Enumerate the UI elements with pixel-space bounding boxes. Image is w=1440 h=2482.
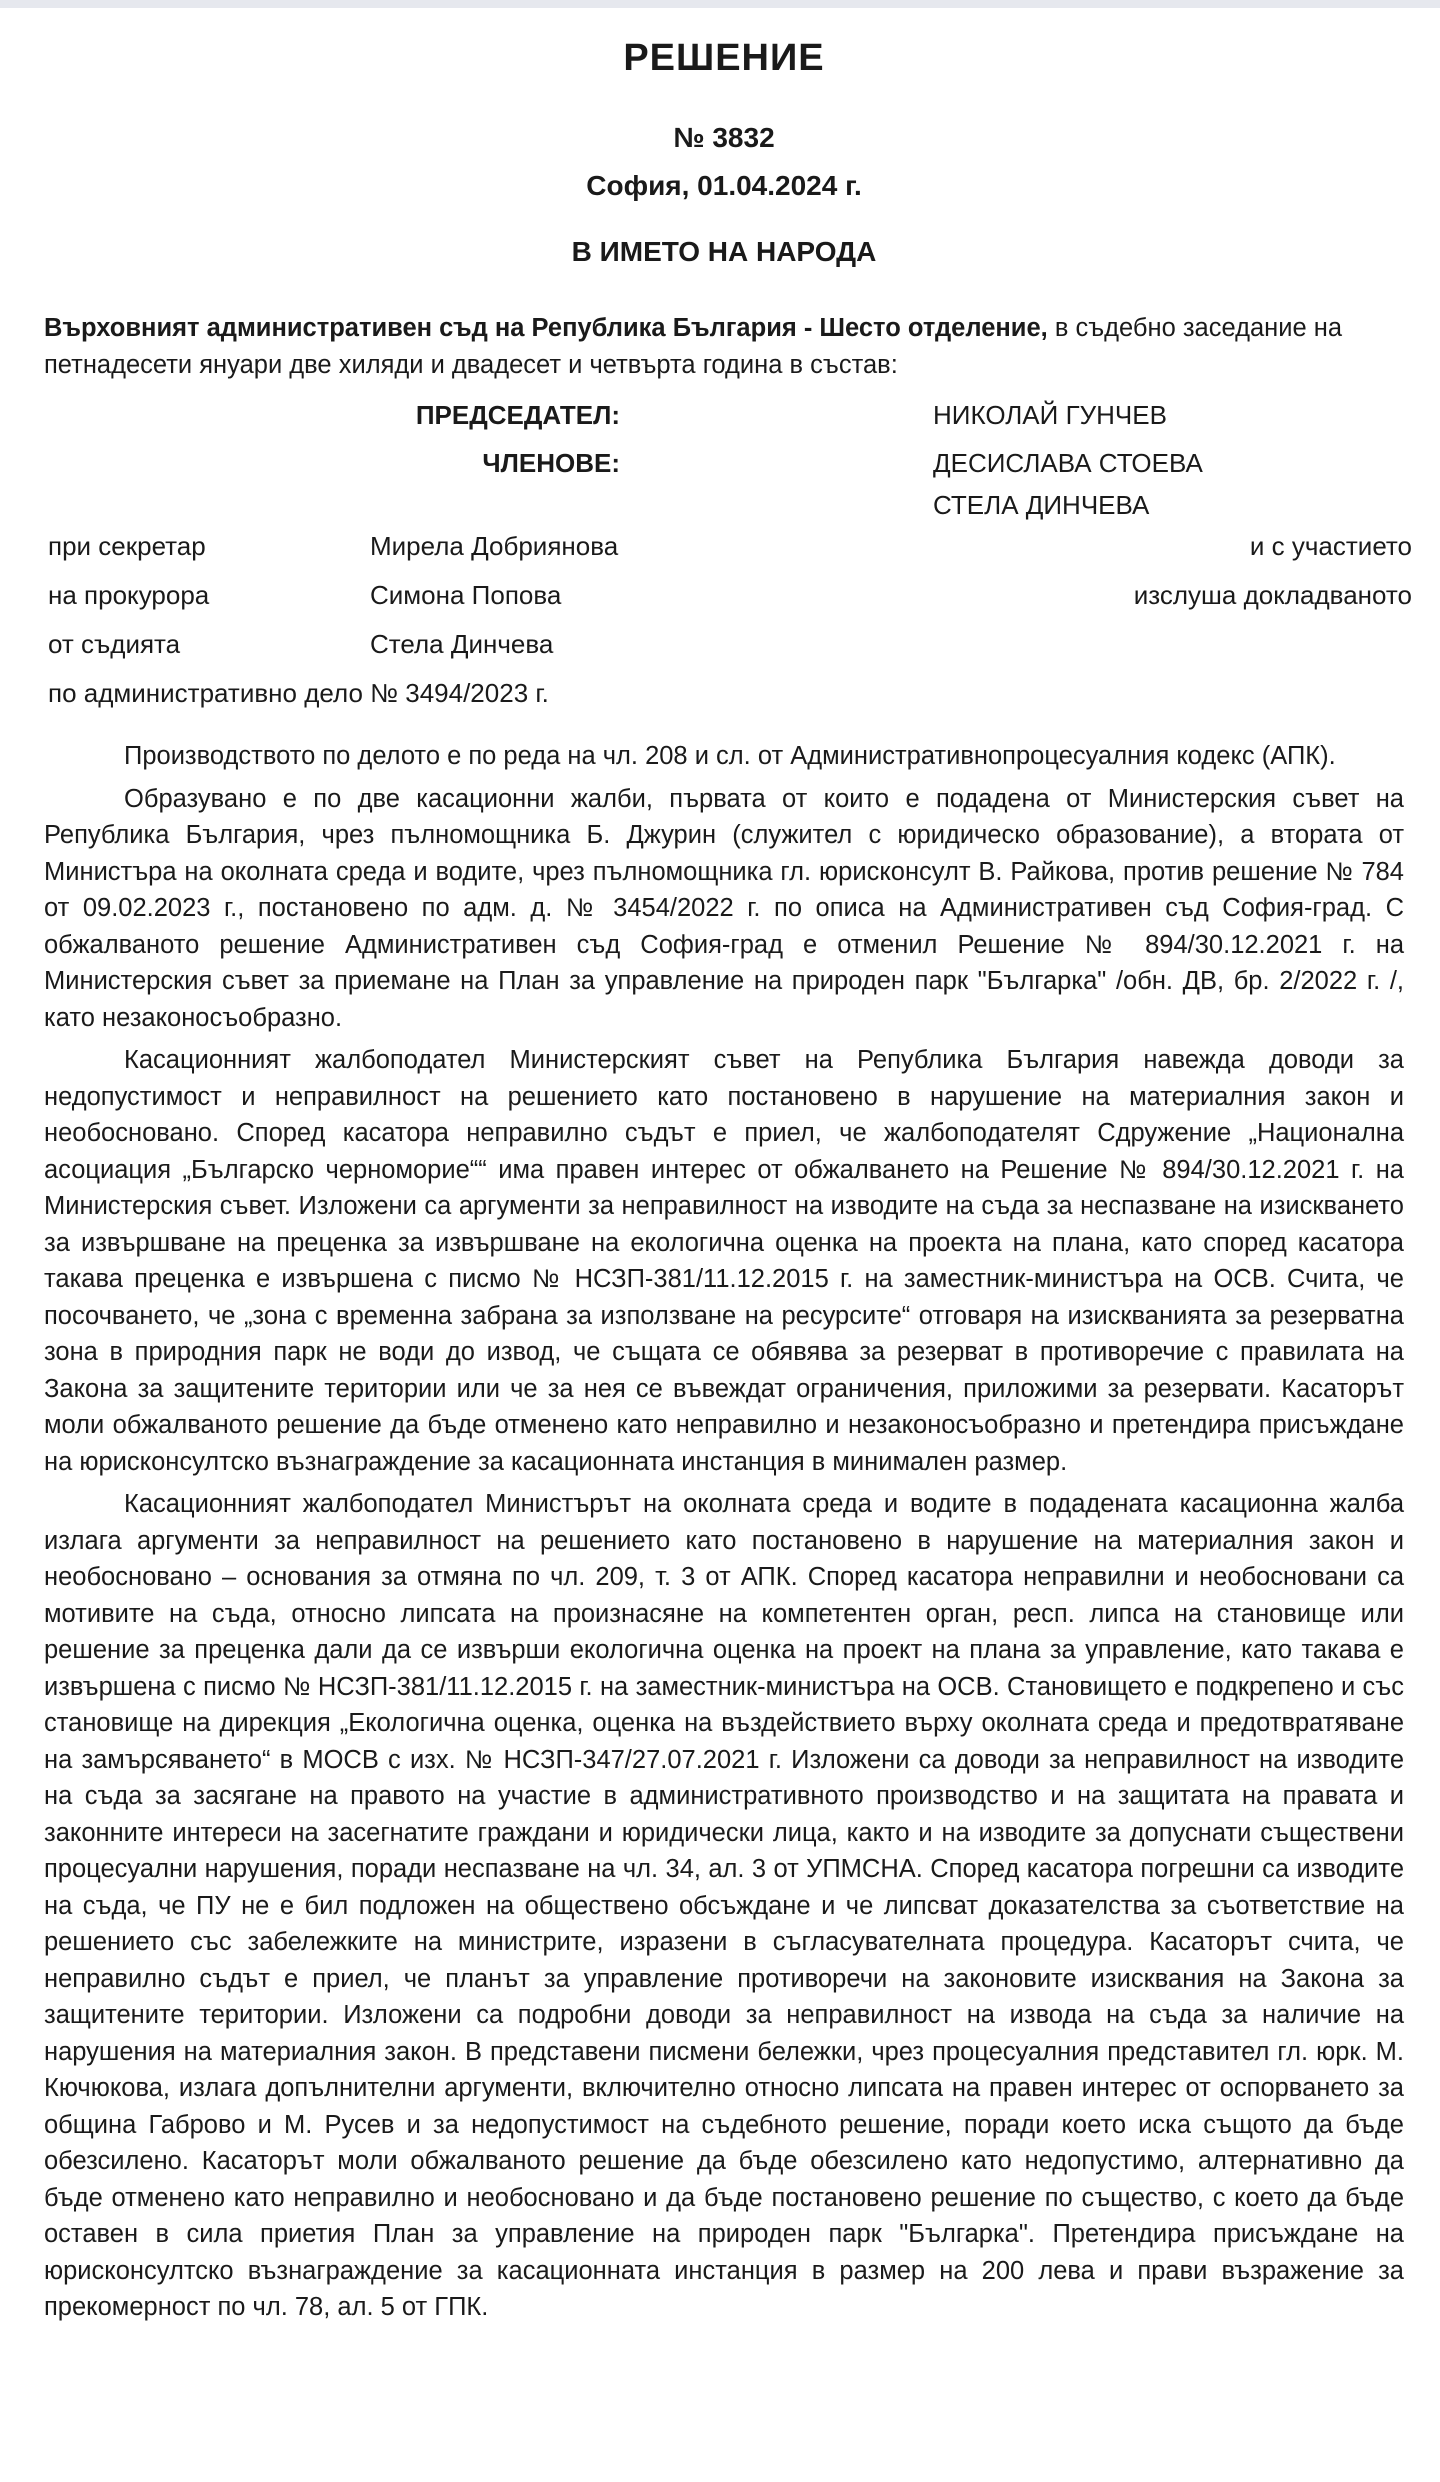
judge-label: от съдията [48, 629, 181, 659]
decision-number: № 3832 [673, 122, 775, 153]
chair-label: ПРЕДСЕДАТЕЛ: [415, 400, 620, 430]
participation-text: и с участието [1249, 531, 1412, 561]
meta-row [48, 669, 1412, 718]
in-name-of-people: В ИМЕТО НА НАРОДА [571, 236, 877, 267]
secretary-name: Мирела Добриянова [370, 531, 619, 561]
body-paragraph: Касационният жалбоподател Министерският съвет на Република България навежда доводи за недопустимост и неправилност на решението като постановено в нарушение на материалния закон и необосновано. Според касатора неправилно съдът е приел, че жалбоподателят Сдружение „Национална асоциация „Българско черноморие““ има правен интерес от обжалването на Решение № 894/30.12.2021 г. на Министерския съвет. Изложени са аргументи за неправилност на изводите на съда за неспазване на изискването за извършване на преценка за извършване на екологична оценка на проекта на плана, като според касатора такава преценка е извършена с писмо № НСЗП-381/11.12.2015 г. на заместник-министъра на ОСВ. Счита, че посочването, че „зона с временна забрана за използване на ресурсите“ отговаря на изискванията за резерватна зона в природния парк не води до извод, че същата се обявява за резерват в противоречие с правилата на Закона за защитените територии или че за нея се въвеждат ограничения, приложими за резервати. Касаторът моли обжалваното решение да бъде отменено като неправилно и незаконосъобразно и претендира присъждане на юрисконсултско възнаграждение за касационната инстанция в минимален размер. [44, 1046, 1404, 1476]
place-date: София, 01.04.2024 г. [586, 170, 862, 201]
heard-text: изслуша докладваното [1133, 580, 1412, 610]
top-bar [0, 0, 1440, 8]
meta-row [48, 620, 1412, 669]
meta-row [48, 571, 1412, 620]
intro-text: в съдебно заседание на петнадесети януари две хиляди и двадесет и четвърта година в състав: [44, 314, 1343, 379]
case-number: по административно дело № 3494/2023 г. [48, 678, 549, 708]
prosecutor-name: Симона Попова [370, 580, 562, 610]
case-meta [48, 522, 1412, 718]
member-name: ДЕСИСЛАВА СТОЕВА [933, 448, 1203, 478]
document [44, 24, 1412, 2326]
body-paragraph: Образувано е по две касационни жалби, първата от които е подадена от Министерския съвет на Република България, чрез пълномощника Б. Джурин (служител с юридическо образование), а втората от Министъра на околната среда и водите, чрез пълномощника гл. юрисконсулт В. Райкова, против решение № 784 от 09.02.2023 г., постановено по адм. д. № 3454/2022 г. по описа на Административен съд София-град. С обжалваното решение Административен съд София-град е отменил Решение № 894/30.12.2021 г. на Министерския съвет за приемане на План за управление на природен парк "Българка" /обн. ДВ, бр. 2/2022 г. /, като незаконосъобразно. [44, 784, 1404, 1032]
judge-name: Стела Динчева [370, 629, 554, 659]
prosecutor-label: на прокурора [48, 580, 210, 610]
members-label: ЧЛЕНОВЕ: [482, 448, 620, 478]
intro-paragraph [44, 310, 1404, 384]
member-name: СТЕЛА ДИНЧЕВА [933, 490, 1150, 520]
secretary-label: при секретар [48, 531, 206, 561]
body-paragraph: Касационният жалбоподател Министърът на околната среда и водите в подадената касационна жалба излага аргументи за неправилност на решението като постановено в нарушение на материалния закон и необосновано – основания за отмяна по чл. 209, т. 3 от АПК. Според касатора неправилни и необосновани са мотивите на съда, относно липсата на произнасяне на компетентен орган, респ. липса на становище или решение за преценка дали да се извърши екологична оценка на проект на плана за управление, като такава е извършена с писмо № НСЗП-381/11.12.2015 г. на заместник-министъра на ОСВ. Становището е подкрепено и със становище на дирекция „Екологична оценка, оценка на въздействието върху околната среда и предотвратяване на замърсяването“ в МОСВ с изх. № НСЗП-347/27.07.2021 г. Изложени са доводи за неправилност на изводите на съда за засягане на правото на участие в административното производство и на защитата на правата и законните интереси на засегнатите граждани и юридически лица, както и на изводите за допуснати съществени процесуални нарушения, поради неспазване на чл. 34, ал. 3 от УПМСНА. Според касатора погрешни са изводите на съда, че ПУ не е бил подложен на обществено обсъждане и че липсват доказателства за съответствие на решението със забележките на министрите, изразени в съгласувателната процедура. Касаторът счита, че неправилно съдът е приел, че планът за управление противоречи на законовите изисквания на Закона за защитените територии. Изложени са подробни доводи за неправилност на извода на съда за наличие на нарушения на материалния закон. В представени писмени бележки, чрез процесуалния представител гл. юрк. М. Кючюкова, излага допълнителни аргументи, включително относно липсата на правен интерес от оспорването за община Габрово и М. Русев и за недопустимост на съдебното решение, поради което иска същото да бъде обезсилено. Касаторът моли обжалваното решение да бъде обезсилено като недопустимо, алтернативно да бъде отменено като неправилно и необосновано и да бъде постановено решение по същество, с което да бъде оставен в сила приетия План за управление на природен парк "Българка". Претендира присъждане на юрисконсултско възнаграждение за касационната инстанция в размер на 200 лева и прави възражение за прекомерност по чл. 78, ал. 5 от ГПК. [44, 1490, 1404, 2321]
chair-name: НИКОЛАЙ ГУНЧЕВ [933, 400, 1167, 430]
court-panel [44, 384, 1404, 520]
document-title: РЕШЕНИЕ [623, 37, 825, 79]
body-paragraph: Производството по делото е по реда на чл. 208 и сл. от Административнопроцесуалния кодекс (АПК). [124, 742, 1336, 770]
meta-row [48, 522, 1412, 571]
court-name: Върховният административен съд на Република България - Шесто отделение, [44, 314, 1048, 342]
